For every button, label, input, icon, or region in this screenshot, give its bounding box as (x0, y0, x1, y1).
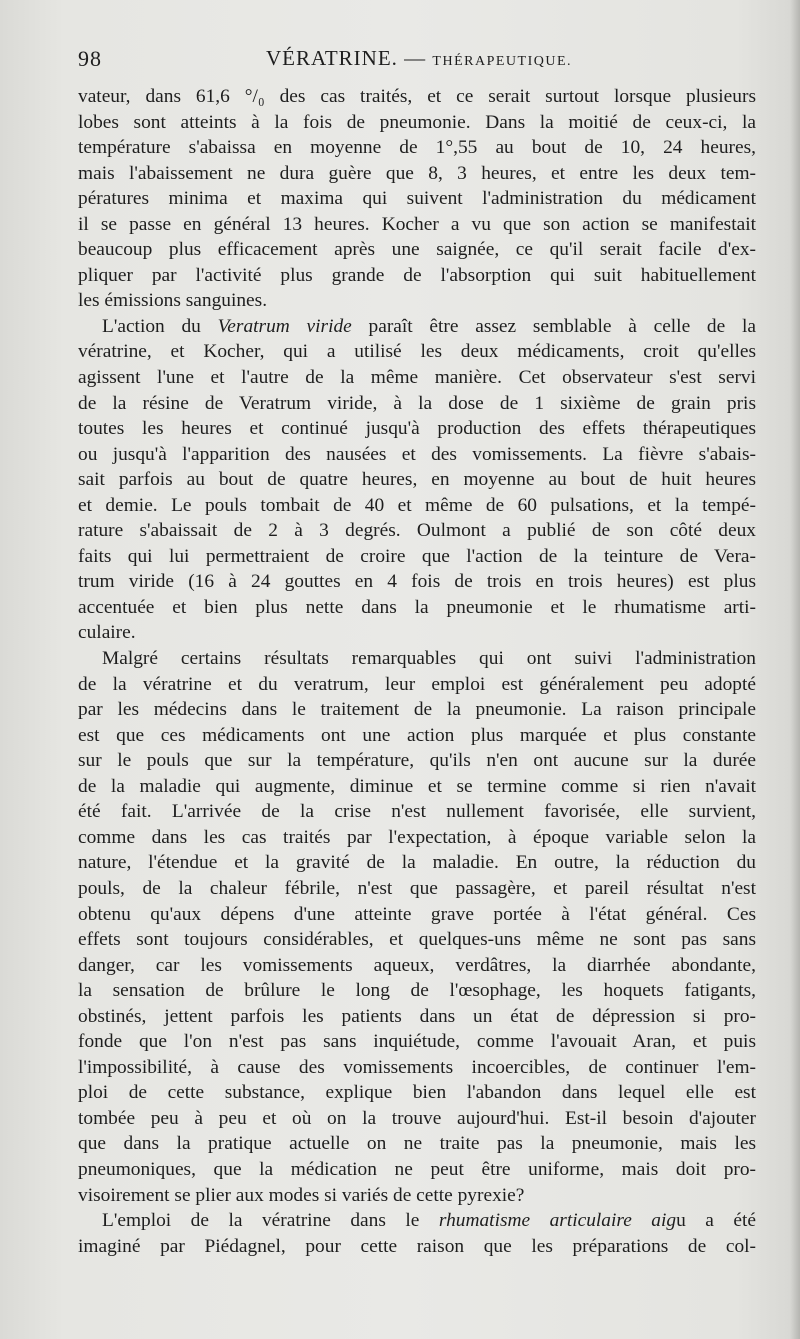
text-line: par les médecins dans le traitement de la pneumonie. La raison principale (78, 699, 756, 721)
header-separator: — (404, 46, 427, 70)
text-line: que dans la pratique actuelle on ne traite pas la pneumonie, mais les (78, 1133, 756, 1155)
header-subtitle: THÉRAPEUTIQUE. (432, 54, 573, 69)
text-line: nature, l'étendue et la gravité de la maladie. En outre, la réduction du (78, 852, 756, 874)
text-line: pératures minima et maxima qui suivent l'administration du médicament (78, 188, 756, 210)
header-title: VÉRATRINE. (266, 46, 398, 70)
text-line: imaginé par Piédagnel, pour cette raison que les préparations de col- (78, 1235, 756, 1257)
text-line: pouls, de la chaleur fébrile, n'est que passagère, et pareil résultat n'est (78, 877, 756, 899)
text-line: culaire. (78, 622, 136, 644)
text-line: vateur, dans 61,6 °/₀ des cas traités, et ce serait surtout lorsque plusieurs (78, 86, 756, 107)
running-title (266, 46, 572, 71)
text-line: température s'abaissa en moyenne de 1°,55 au bout de 10, 24 heures, (78, 137, 756, 159)
text-line: pliquer par l'activité plus grande de l'absorption qui suit habituellement (78, 264, 756, 286)
text-line: visoirement se plier aux modes si variés de cette pyrexie? (78, 1184, 525, 1206)
text-line: agissent l'une et l'autre de la même manière. Cet observateur s'est servi (78, 367, 756, 389)
text-line: beaucoup plus efficacement après une saignée, ce qu'il serait facile d'ex- (78, 239, 756, 261)
text-line: toutes les heures et continué jusqu'à production des effets thérapeutiques (78, 418, 756, 440)
text-line: rature s'abaissait de 2 à 3 degrés. Oulmont a publié de son côté deux (78, 520, 756, 542)
running-header (78, 46, 756, 76)
text-line: de la maladie qui augmente, diminue et se termine comme si rien n'avait (78, 775, 756, 797)
text-line: obtenu qu'aux dépens d'une atteinte grave portée à l'état général. Ces (78, 903, 756, 925)
page-edge-shadow (790, 0, 800, 1339)
text-line: comme dans les cas traités par l'expectation, à époque variable selon la (78, 826, 756, 848)
text-line: les émissions sanguines. (78, 290, 268, 312)
text-line: fonde que l'on n'est pas sans inquiétude, comme l'avouait Aran, et puis (78, 1031, 756, 1053)
text-line: danger, car les vomissements aqueux, verdâtres, la diarrhée abondante, (78, 954, 756, 976)
text-line: faits qui lui permettraient de croire que l'action de la teinture de Vera- (78, 545, 756, 567)
text-line: sait parfois au bout de quatre heures, en moyenne au bout de huit heures (78, 469, 756, 491)
text-line: de la vératrine et du veratrum, leur emploi est généralement peu adopté (78, 673, 756, 695)
text-line: de la résine de Veratrum viride, à la dose de 1 sixième de grain pris (78, 392, 756, 414)
text-line: vératrine, et Kocher, qui a utilisé les deux médicaments, croit qu'elles (78, 341, 756, 363)
text-line: été fait. L'arrivée de la crise n'est nullement favorisée, elle survient, (78, 801, 756, 823)
text-line: accentuée et bien plus nette dans la pneumonie et le rhumatisme arti- (78, 596, 756, 618)
text-line: est que ces médicaments ont une action plus marquée et plus constante (78, 724, 756, 746)
page-number: 98 (78, 46, 102, 71)
text-line: l'impossibilité, à cause des vomissements incoercibles, de continuer l'em- (78, 1056, 756, 1078)
text-line: Malgré certains résultats remarquables qui ont suivi l'administration (102, 648, 756, 670)
text-line: L'action du Veratrum viride paraît être assez semblable à celle de la (102, 315, 756, 337)
text-line: L'emploi de la vératrine dans le rhumatisme articulaire aigu a été (102, 1210, 756, 1232)
text-line: tombée peu à peu et où on la trouve aujourd'hui. Est-il besoin d'ajouter (78, 1107, 756, 1129)
text-line: obstinés, jettent parfois les patients dans un état de dépression si pro- (78, 1005, 756, 1027)
text-line: et demie. Le pouls tombait de 40 et même de 60 pulsations, et la tempé- (78, 494, 756, 516)
body-text (78, 84, 756, 1259)
text-line: mais l'abaissement ne dura guère que 8, 3 heures, et entre les deux tem- (78, 162, 756, 184)
text-line: ou jusqu'à l'apparition des nausées et des vomissements. La fièvre s'abais- (78, 443, 756, 465)
text-line: il se passe en général 13 heures. Kocher a vu que son action se manifestait (78, 213, 756, 235)
text-line: ploi de cette substance, explique bien l'abandon dans lequel elle est (78, 1082, 756, 1104)
text-line: lobes sont atteints à la fois de pneumonie. Dans la moitié de ceux-ci, la (78, 111, 756, 133)
text-line: trum viride (16 à 24 gouttes en 4 fois de trois en trois heures) est plus (78, 571, 756, 593)
text-line: pneumoniques, que la médication ne peut être uniforme, mais doit pro- (78, 1158, 756, 1180)
text-line: sur le pouls que sur la température, qu'ils n'en ont aucune sur la durée (78, 750, 756, 772)
text-line: la sensation de brûlure le long de l'œsophage, les hoquets fatigants, (78, 980, 756, 1002)
text-line: effets sont toujours considérables, et quelques-uns même ne sont pas sans (78, 929, 756, 951)
